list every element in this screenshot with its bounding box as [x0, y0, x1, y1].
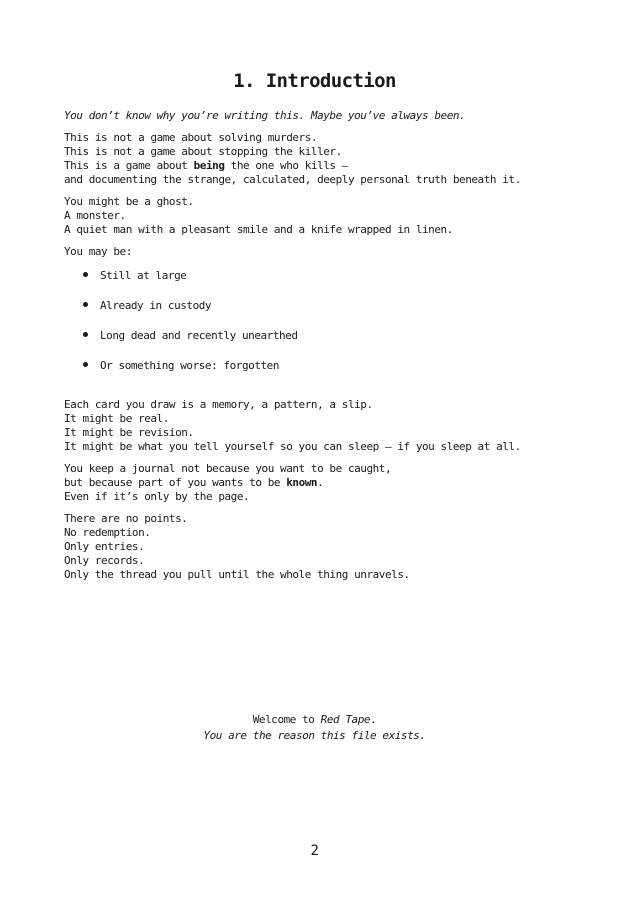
list-item: [83, 269, 584, 299]
game-line-3-bold: being: [193, 159, 225, 172]
journal-line-3: Even if it’s only by the page.: [64, 490, 250, 503]
section-title: 1. Introduction: [233, 70, 396, 92]
identity-line-3: A quiet man with a pleasant smile and a knife wrapped in linen.: [64, 223, 453, 236]
game-line-3: [64, 159, 584, 173]
cards-line-1: Each card you draw is a memory, a pattern, a slip.: [64, 398, 373, 411]
game-line-2: This is not a game about stopping the killer.: [64, 145, 342, 158]
closing-line-2: You are the reason this file exists.: [203, 729, 426, 742]
game-line-4: and documenting the strange, calculated, deeply personal truth beneath it.: [64, 173, 521, 186]
bullet-icon: [83, 302, 88, 307]
identity-line-2: A monster.: [64, 209, 126, 222]
paragraph-journal: [64, 462, 584, 504]
list-item-text: Already in custody: [100, 299, 212, 312]
points-line-3: Only entries.: [64, 540, 145, 553]
list-item-text: Or something worse: forgotten: [100, 359, 280, 372]
body-content: [64, 109, 584, 590]
may-be-label: You may be:: [64, 245, 132, 258]
identity-line-1: You might be a ghost.: [64, 195, 194, 208]
list-item: [83, 299, 584, 329]
journal-line-2-pre: but because part of you wants to be: [64, 476, 287, 489]
points-line-2: No redemption.: [64, 526, 151, 539]
game-line-1: This is not a game about solving murders.: [64, 131, 318, 144]
bullet-icon: [83, 272, 88, 277]
list-item: [83, 359, 584, 389]
journal-line-2: [64, 476, 584, 490]
points-line-1: There are no points.: [64, 512, 188, 525]
paragraph-points: [64, 512, 584, 582]
page-number: 2: [310, 843, 319, 859]
may-be-list: [64, 269, 584, 389]
points-line-5: Only the thread you pull until the whole thing unravels.: [64, 568, 410, 581]
closing-line-1-pre: Welcome to: [252, 713, 321, 726]
bullet-icon: [83, 362, 88, 367]
paragraph-identity: [64, 195, 584, 237]
closing-line-1: [0, 712, 629, 728]
cards-line-2: It might be real.: [64, 412, 169, 425]
cards-line-3: It might be revision.: [64, 426, 194, 439]
paragraph-cards: [64, 398, 584, 454]
game-line-3-post: the one who kills —: [224, 159, 348, 172]
game-line-3-pre: This is a game about: [64, 159, 194, 172]
closing-line-1-title: Red Tape: [320, 713, 371, 726]
list-item-text: Still at large: [100, 269, 187, 282]
journal-line-1: You keep a journal not because you want to be caught,: [64, 462, 392, 475]
closing-line-1-post: .: [370, 713, 377, 726]
points-line-4: Only records.: [64, 554, 145, 567]
list-item: [83, 329, 584, 359]
intro-line: You don’t know why you’re writing this. Maybe you’ve always been.: [64, 109, 466, 122]
journal-line-2-post: .: [317, 476, 324, 489]
closing-block: [0, 712, 629, 744]
cards-line-4: It might be what you tell yourself so you can sleep — if you sleep at all.: [64, 440, 521, 453]
journal-line-2-bold: known: [286, 476, 318, 489]
bullet-icon: [83, 332, 88, 337]
list-item-text: Long dead and recently unearthed: [100, 329, 298, 342]
paragraph-game: [64, 131, 584, 187]
